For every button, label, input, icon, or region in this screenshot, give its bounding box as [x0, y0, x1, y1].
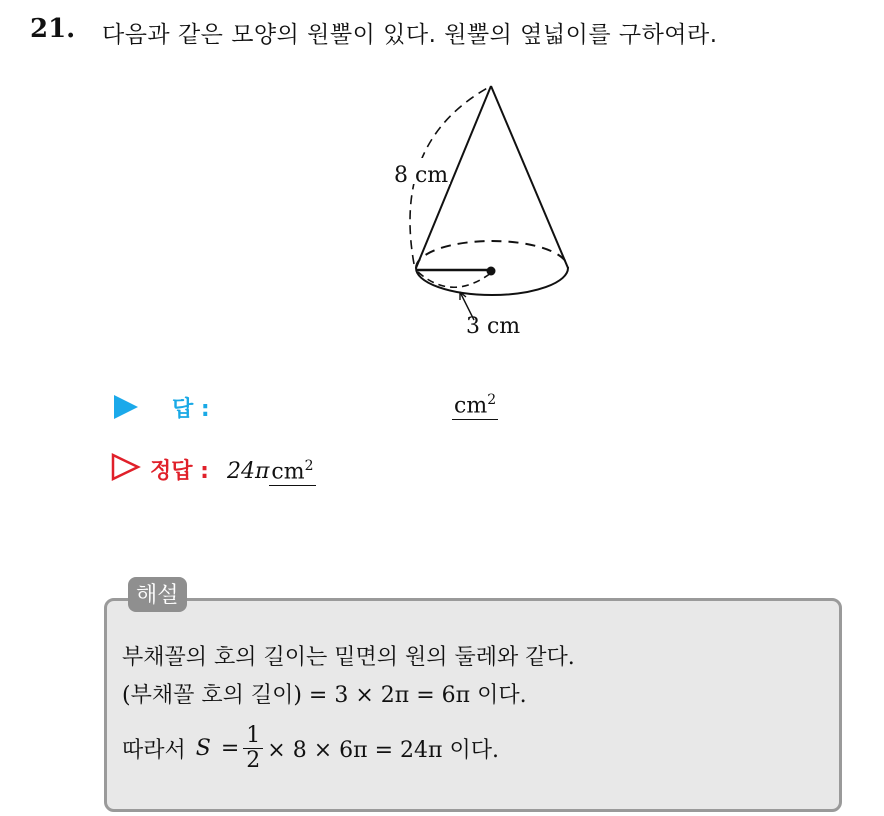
radius-brace: [418, 272, 491, 287]
answer-unit: $cm^2$: [454, 392, 497, 419]
fraction-denominator: 2: [246, 748, 261, 774]
answer-label: 답 :: [172, 397, 210, 422]
cone-right-side: [491, 86, 568, 268]
cone-figure: [0, 0, 884, 360]
line3-var: S: [195, 736, 211, 762]
radius-label: 3 cm: [466, 314, 521, 339]
line3-prefix: 따라서: [122, 738, 186, 764]
solution-marker-icon: [110, 453, 142, 481]
solution-value: 24π: [226, 459, 270, 484]
answer-blank[interactable]: [452, 392, 498, 420]
fraction: [243, 724, 263, 773]
solution-row: [150, 454, 316, 486]
question-number: 21.: [30, 14, 76, 44]
explanation-tab: 해설: [128, 577, 187, 612]
center-dot: [487, 267, 496, 276]
explanation-line-2: (부채꼴 호의 길이) = 3 × 2π = 6π 이다.: [122, 683, 527, 708]
slant-label: 8 cm: [394, 163, 449, 188]
explanation-line-1: 부채꼴의 호의 길이는 밑면의 원의 둘레와 같다.: [122, 645, 575, 670]
line3-eq: =: [220, 736, 240, 762]
line3-rest: × 8 × 6π = 24π 이다.: [267, 738, 499, 764]
base-back-arc: [416, 241, 568, 268]
question-text: 다음과 같은 모양의 원뿔이 있다. 원뿔의 옆넓이를 구하여라.: [102, 22, 718, 48]
solution-unit: $cm^2$: [271, 457, 314, 484]
fraction-numerator: 1: [243, 724, 263, 749]
answer-marker-icon: [114, 395, 138, 419]
explanation-line-3: [122, 724, 499, 773]
solution-label: 정답 :: [150, 459, 209, 484]
answer-row: [172, 392, 210, 423]
